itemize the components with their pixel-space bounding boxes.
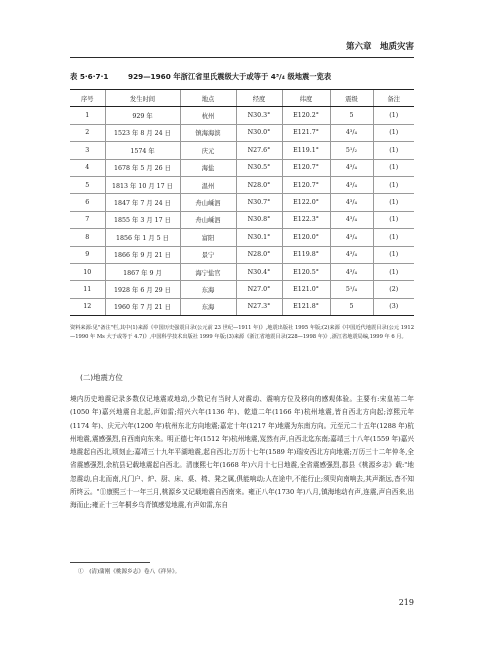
cell-date: 1866 年 9 月 21 日: [105, 246, 180, 263]
cell-latitude: E120.7°: [282, 176, 330, 193]
cell-date: 1813 年 10 月 17 日: [105, 176, 180, 193]
cell-magnitude: 5: [330, 298, 373, 315]
cell-latitude: E122.3°: [282, 211, 330, 228]
cell-location: 镇海海滨: [180, 124, 236, 141]
cell-date: 1960 年 7 月 21 日: [105, 298, 180, 315]
cell-date: 1574 年: [105, 142, 180, 159]
cell-index: 6: [70, 194, 105, 211]
table-caption: [70, 72, 414, 84]
cell-location: 舟山嵊泗: [180, 194, 236, 211]
cell-index: 8: [70, 229, 105, 246]
cell-magnitude: 4³/₄: [330, 159, 373, 176]
cell-latitude: E119.8°: [282, 246, 330, 263]
table-row: [70, 246, 414, 263]
cell-latitude: E120.5°: [282, 263, 330, 280]
cell-magnitude: 4³/₄: [330, 229, 373, 246]
cell-latitude: E120.2°: [282, 107, 330, 124]
cell-date: 1856 年 1 月 5 日: [105, 229, 180, 246]
section-title: (二)地震方位: [80, 373, 123, 382]
table-source-note: 资料来源:见"备注"栏,其中(1)来源《中国历史强震目录(公元前 23 世纪—1911 年)》,地震出版社 1995 年版;(2)来源《中国近代地震目录(公元 1912—1990 年 Ms 大于或等于 4.7)》,中国科学技术出版社 1999 年版;(3)来源《浙江省地震目录(228—1998 年)》,浙江省地震局编,1999 年 6 月。: [70, 325, 414, 341]
table-row: [70, 281, 414, 298]
cell-location: 温州: [180, 176, 236, 193]
cell-latitude: E119.1°: [282, 142, 330, 159]
cell-remark: (1): [373, 142, 414, 159]
table-row: [70, 159, 414, 176]
cell-latitude: E120.0°: [282, 229, 330, 246]
cell-location: 海宁盐官: [180, 263, 236, 280]
cell-longitude: N30.0°: [236, 124, 282, 141]
earthquake-table: [70, 89, 414, 316]
cell-longitude: N30.5°: [236, 159, 282, 176]
cell-location: 庆元: [180, 142, 236, 159]
table-header-row: [70, 90, 414, 107]
cell-date: 1678 年 5 月 26 日: [105, 159, 180, 176]
cell-date: 1847 年 7 月 24 日: [105, 194, 180, 211]
cell-location: 景宁: [180, 246, 236, 263]
cell-latitude: E121.0°: [282, 281, 330, 298]
cell-longitude: N27.3°: [236, 298, 282, 315]
cell-index: 1: [70, 107, 105, 124]
cell-longitude: N30.8°: [236, 211, 282, 228]
cell-magnitude: 5¹/₂: [330, 142, 373, 159]
cell-longitude: N28.0°: [236, 176, 282, 193]
body-paragraph: 境内历史地震记录多数仅记地震或地动,少数记有当时人对震动、震响方位及移向的感观体验。主要有:宋皇祐二年(1050 年)嘉兴地震自北起,声如雷;绍兴六年(1136 年)、乾道二年(1166 年)杭州地震,皆自西北方向起;淳熙元年(1174 年)、庆元六年(1200 年)杭州东北方向地震;嘉定十年(1217 年)地震为东南方向。元至元二十五年(1288 年)杭州地震,震感强烈,自西南向东来。明正德七年(1512 年)杭州地震,岌然有声,自西北迄东南;嘉靖三十八年(1559 年)嘉兴地震起自西北,顷刻止;嘉靖三十九年平湖地震,起自西北;万历十七年(1589 年)瑞安西北方向地震;万历三十二年仲冬,全省震感强烈,余杭县记载地震起自西北。清康熙七年(1668 年)六月十七日地震,全省震感强烈,郡县《桃源乡志》载:"地忽震动,自北而南,凡门户、炉、厨、床、桌、椅、凳之属,俱能响动;人在途中,不能行止;须臾向南响去,其声渐远,杳不知所终云。"①康熙三十一年三月,桃源乡又记载地震自西南来。雍正八年(1730 年)八月,镇海地动有声,连震,声自西来,出海而止;雍正十三年桐乡乌青镇感觉地震,有声如雷,东自: [70, 395, 414, 510]
cell-remark: (1): [373, 159, 414, 176]
table-row: [70, 107, 414, 124]
cell-magnitude: 4³/₄: [330, 246, 373, 263]
header-longitude: 经度: [236, 90, 282, 107]
cell-index: 4: [70, 159, 105, 176]
cell-magnitude: 4³/₄: [330, 263, 373, 280]
running-header: 第六章 地质灾害: [70, 40, 414, 58]
table-row: [70, 176, 414, 193]
cell-date: 1867 年 9 月: [105, 263, 180, 280]
table-row: [70, 142, 414, 159]
cell-index: 12: [70, 298, 105, 315]
cell-index: 7: [70, 211, 105, 228]
cell-longitude: N30.4°: [236, 263, 282, 280]
cell-remark: (1): [373, 263, 414, 280]
cell-location: 富阳: [180, 229, 236, 246]
cell-latitude: E121.7°: [282, 124, 330, 141]
cell-longitude: N28.0°: [236, 246, 282, 263]
cell-longitude: N30.7°: [236, 194, 282, 211]
cell-magnitude: 5¹/₄: [330, 281, 373, 298]
cell-remark: (1): [373, 246, 414, 263]
cell-index: 2: [70, 124, 105, 141]
cell-magnitude: 4³/₄: [330, 176, 373, 193]
table-id: 表 5·6·7·1: [70, 72, 109, 81]
cell-remark: (1): [373, 124, 414, 141]
cell-location: 舟山嵊泗: [180, 211, 236, 228]
footnote-rule: [70, 562, 150, 563]
cell-remark: (1): [373, 211, 414, 228]
cell-remark: (1): [373, 107, 414, 124]
cell-magnitude: 4³/₄: [330, 194, 373, 211]
cell-index: 5: [70, 176, 105, 193]
cell-index: 9: [70, 246, 105, 263]
header-latitude: 纬度: [282, 90, 330, 107]
cell-remark: (1): [373, 194, 414, 211]
cell-longitude: N30.1°: [236, 229, 282, 246]
table-title: 929—1960 年浙江省里氏震级大于或等于 4³/₄ 级地震一览表: [128, 72, 332, 81]
cell-longitude: N27.6°: [236, 142, 282, 159]
cell-location: 东海: [180, 298, 236, 315]
header-remark: 备注: [373, 90, 414, 107]
cell-latitude: E121.8°: [282, 298, 330, 315]
table-row: [70, 263, 414, 280]
table-row: [70, 124, 414, 141]
table-row: [70, 211, 414, 228]
footnote: ① (清)蒲刚《桃源乡志》卷八《祥异》。: [78, 569, 181, 575]
cell-longitude: N27.0°: [236, 281, 282, 298]
cell-index: 10: [70, 263, 105, 280]
cell-remark: (1): [373, 176, 414, 193]
header-location: 地点: [180, 90, 236, 107]
table-row: [70, 229, 414, 246]
cell-magnitude: 4³/₄: [330, 211, 373, 228]
cell-date: 1855 年 3 月 17 日: [105, 211, 180, 228]
cell-index: 11: [70, 281, 105, 298]
page-number: 219: [398, 598, 414, 607]
table-row: [70, 194, 414, 211]
header-index: 序号: [70, 90, 105, 107]
table-row: [70, 298, 414, 315]
cell-date: 1928 年 6 月 29 日: [105, 281, 180, 298]
cell-remark: (2): [373, 281, 414, 298]
cell-date: 929 年: [105, 107, 180, 124]
cell-date: 1523 年 8 月 24 日: [105, 124, 180, 141]
cell-magnitude: 4³/₄: [330, 124, 373, 141]
header-date: 发生时间: [105, 90, 180, 107]
cell-latitude: E122.0°: [282, 194, 330, 211]
cell-remark: (1): [373, 229, 414, 246]
cell-location: 海盐: [180, 159, 236, 176]
cell-location: 东海: [180, 281, 236, 298]
cell-longitude: N30.3°: [236, 107, 282, 124]
cell-latitude: E120.7°: [282, 159, 330, 176]
cell-index: 3: [70, 142, 105, 159]
header-magnitude: 震级: [330, 90, 373, 107]
cell-remark: (3): [373, 298, 414, 315]
cell-magnitude: 5: [330, 107, 373, 124]
cell-location: 杭州: [180, 107, 236, 124]
